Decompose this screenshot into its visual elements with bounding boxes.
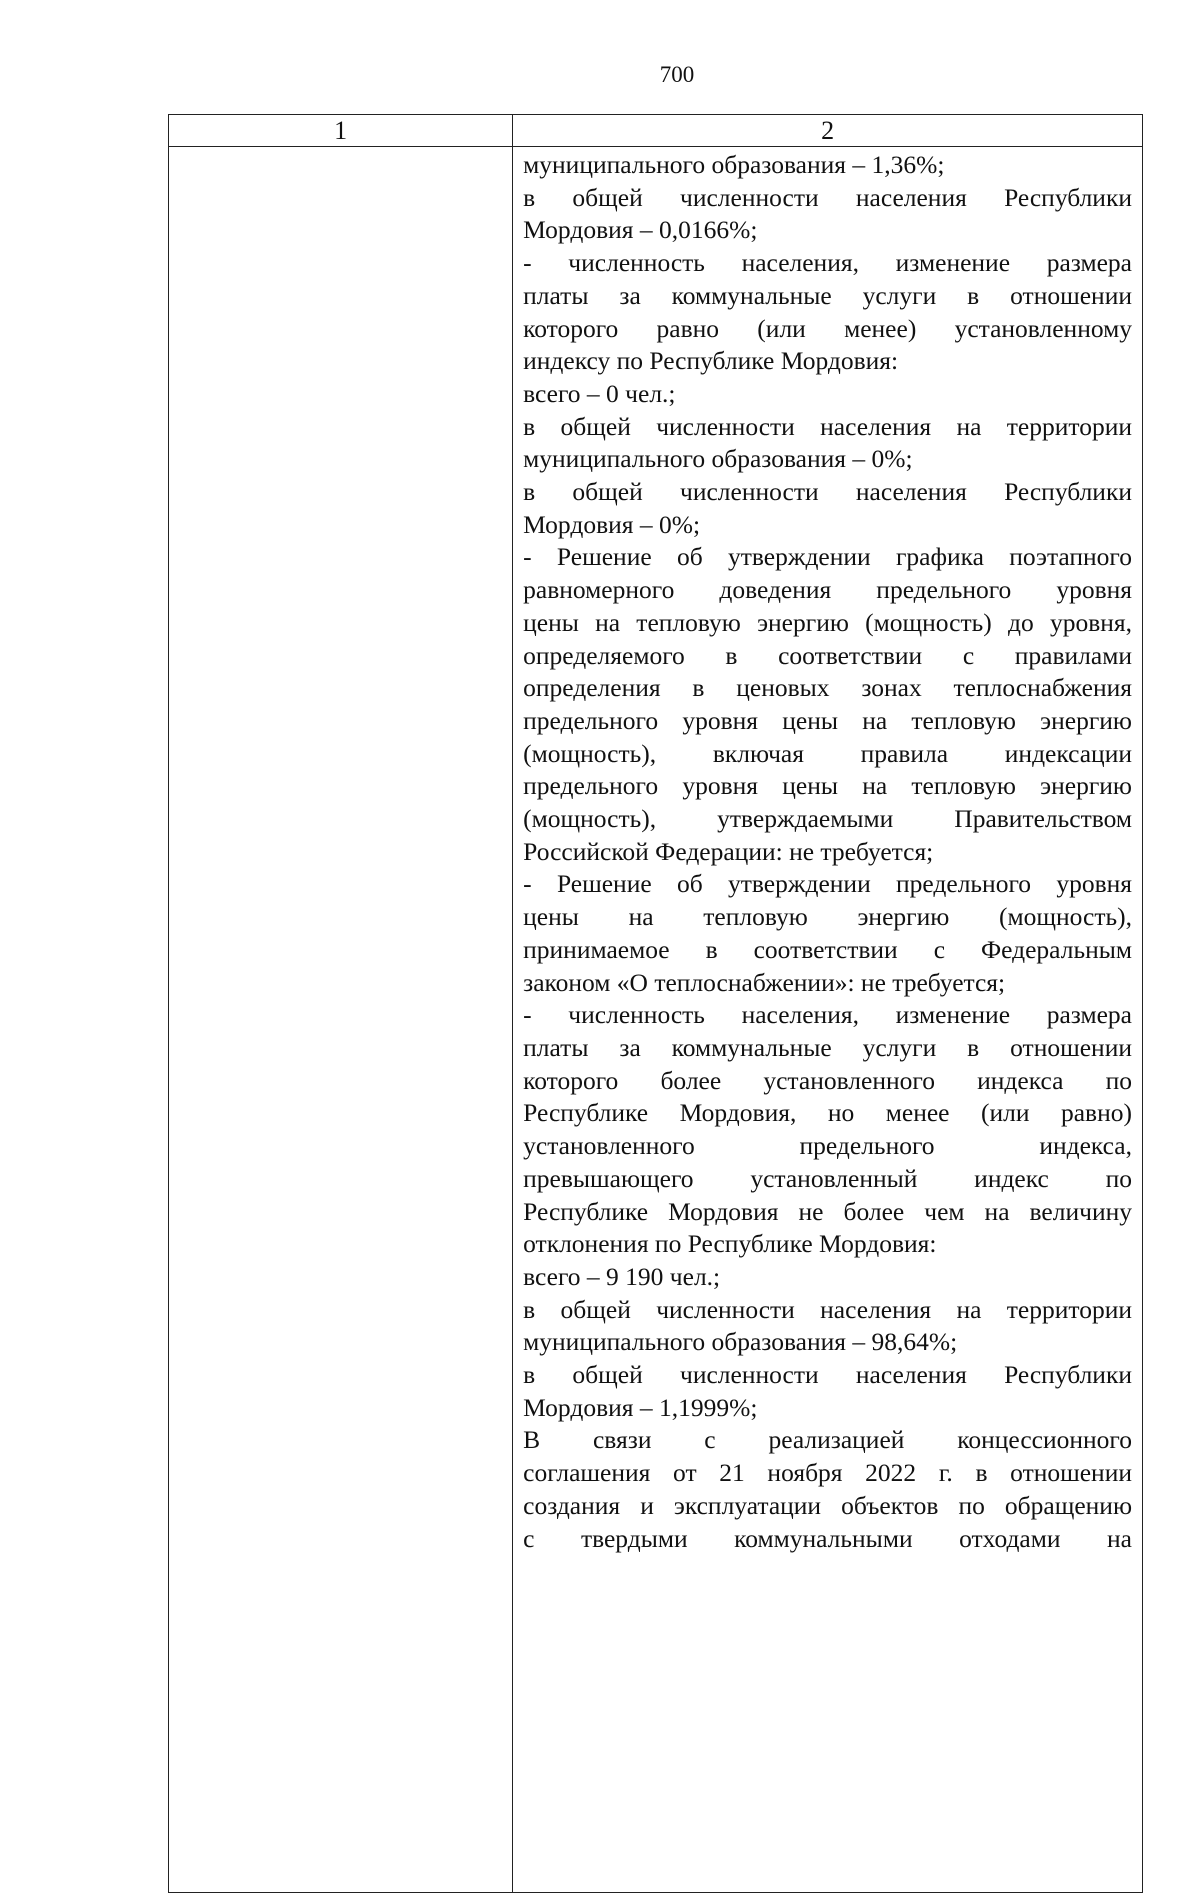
text-line: в общей численности населения на территории	[523, 1294, 1132, 1324]
text-line: платы за коммунальные услуги в отношении	[523, 280, 1132, 310]
text-line: - Решение об утверждении предельного уровня	[523, 869, 1132, 899]
text-line: предельного уровня цены на тепловую энергию	[523, 705, 1132, 735]
text-line: которого более установленного индекса по	[523, 1065, 1132, 1095]
document-table	[168, 114, 1143, 1893]
text-line: муниципального образования – 0%;	[523, 444, 913, 474]
text-line: (мощность), утверждаемыми Правительством	[523, 804, 1132, 834]
text-line: - численность населения, изменение размера	[523, 1000, 1132, 1030]
column-2-cell	[513, 147, 1143, 1893]
text-line: предельного уровня цены на тепловую энергию	[523, 771, 1132, 801]
text-line: определения в ценовых зонах теплоснабжения	[523, 673, 1132, 703]
text-line: принимаемое в соответствии с Федеральным	[523, 934, 1132, 964]
text-line: равномерного доведения предельного уровня	[523, 575, 1132, 605]
text-line: в общей численности населения на территории	[523, 411, 1132, 441]
page-number: 700	[659, 62, 695, 87]
table-header-row	[169, 115, 1143, 147]
text-line: которого равно (или менее) установленному	[523, 313, 1132, 343]
column-header-1: 1	[169, 115, 513, 147]
text-line: Мордовия – 1,1999%;	[523, 1392, 758, 1422]
text-line: муниципального образования – 98,64%;	[523, 1327, 958, 1357]
text-line: - численность населения, изменение размера	[523, 248, 1132, 278]
text-line: отклонения по Республике Мордовия:	[523, 1229, 937, 1259]
text-line: соглашения от 21 ноября 2022 г. в отношении	[523, 1458, 1132, 1488]
text-line: Республике Мордовия, но менее (или равно)	[523, 1098, 1132, 1128]
text-line: В связи с реализацией концессионного	[523, 1425, 1132, 1455]
text-line: создания и эксплуатации объектов по обращению	[523, 1490, 1132, 1520]
text-line: платы за коммунальные услуги в отношении	[523, 1032, 1132, 1062]
text-line: всего – 9 190 чел.;	[523, 1261, 721, 1291]
text-line: законом «О теплоснабжении»: не требуется;	[523, 967, 1006, 997]
column-1-cell	[169, 147, 513, 1893]
text-line: всего – 0 чел.;	[523, 378, 676, 408]
text-line: Мордовия – 0,0166%;	[523, 215, 758, 245]
column-2-text	[523, 149, 1132, 1555]
text-line: в общей численности населения Республики	[523, 477, 1132, 507]
text-line: (мощность), включая правила индексации	[523, 738, 1132, 768]
text-line: цены на тепловую энергию (мощность) до уровня,	[523, 607, 1132, 637]
text-line: индексу по Республике Мордовия:	[523, 346, 899, 376]
text-line: Республике Мордовия не более чем на величину	[523, 1196, 1132, 1226]
text-line: с твердыми коммунальными отходами на	[523, 1523, 1132, 1553]
text-line: в общей численности населения Республики	[523, 182, 1132, 212]
table-row	[169, 147, 1143, 1893]
text-line: муниципального образования – 1,36%;	[523, 150, 945, 179]
text-line: установленного предельного индекса,	[523, 1131, 1132, 1161]
text-line: определяемого в соответствии с правилами	[523, 640, 1132, 670]
column-header-2: 2	[513, 115, 1143, 147]
text-line: цены на тепловую энергию (мощность),	[523, 902, 1132, 932]
text-line: Мордовия – 0%;	[523, 509, 701, 539]
text-line: в общей численности населения Республики	[523, 1360, 1132, 1390]
text-line: превышающего установленный индекс по	[523, 1163, 1132, 1193]
text-line: Российской Федерации: не требуется;	[523, 836, 934, 866]
text-line: - Решение об утверждении графика поэтапного	[523, 542, 1132, 572]
